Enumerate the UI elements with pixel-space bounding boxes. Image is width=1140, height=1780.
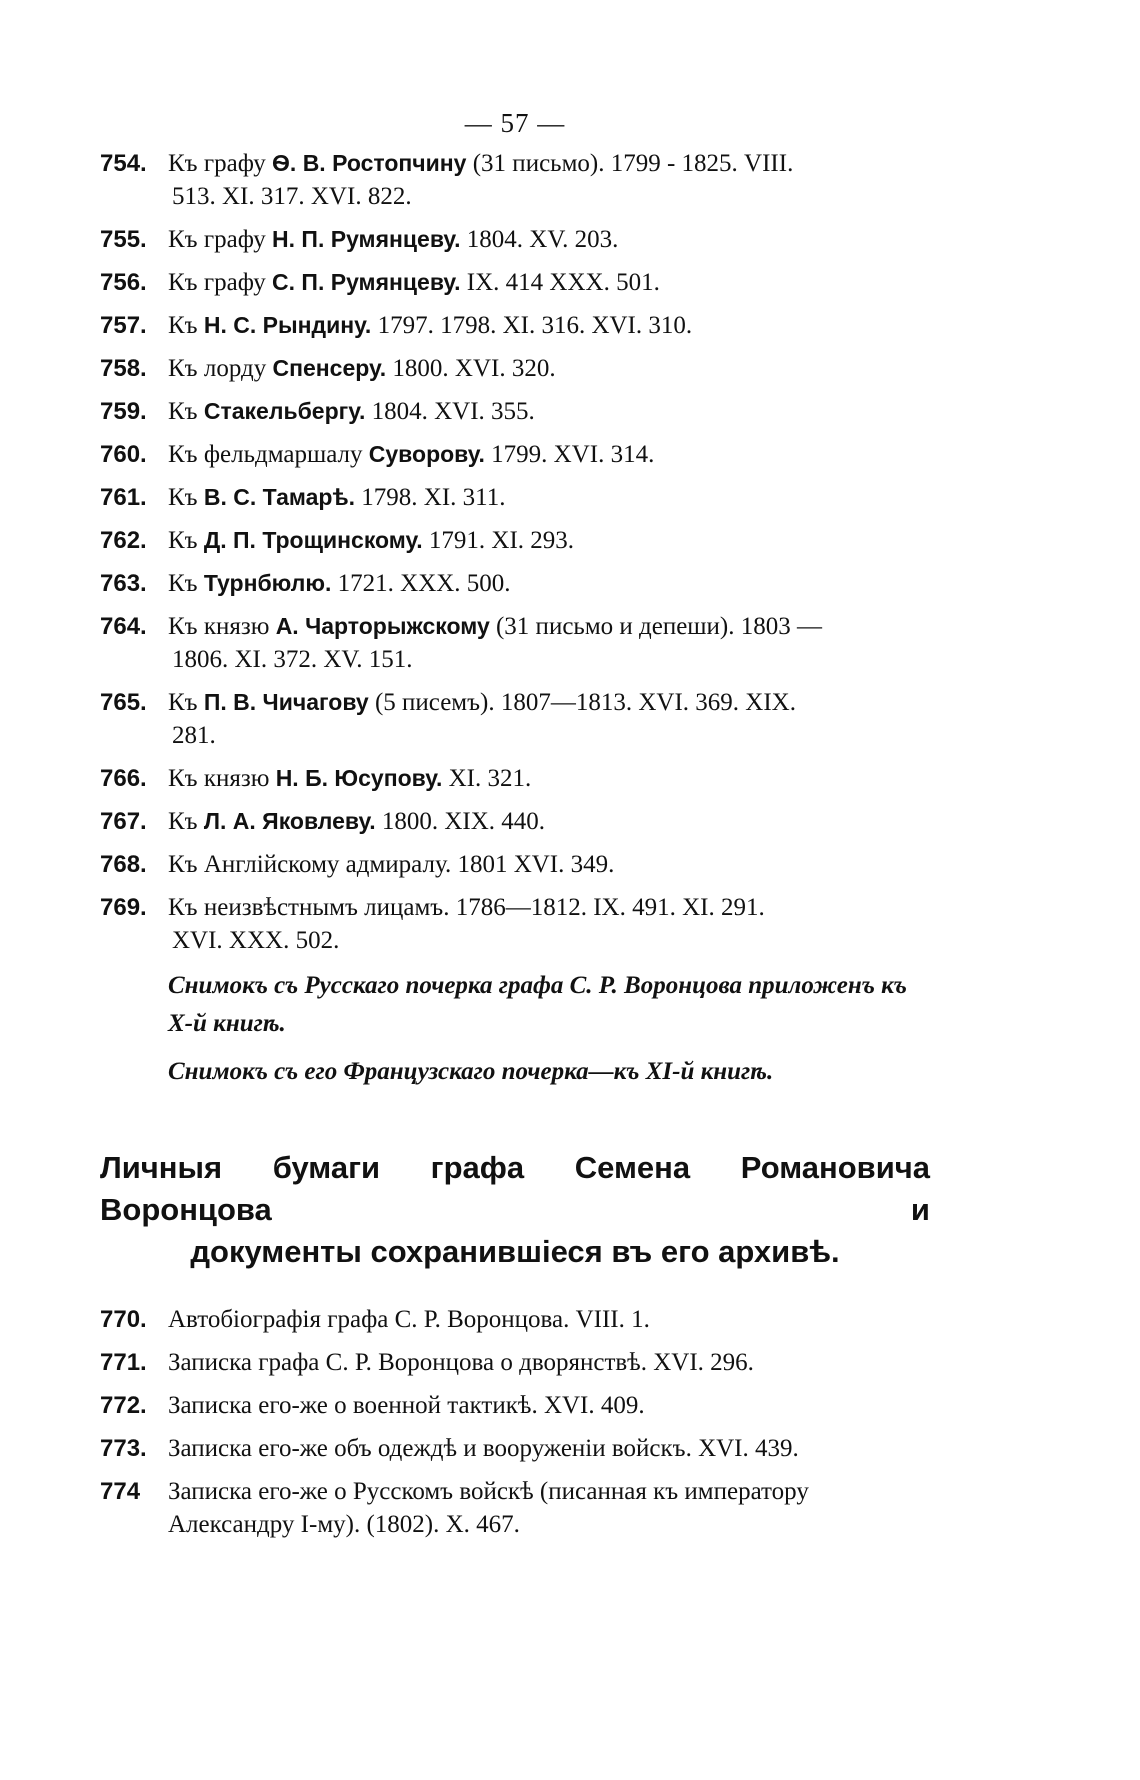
entry-details: XI. 321. bbox=[448, 765, 532, 792]
entry-continuation: XVI. XXX. 502. bbox=[172, 927, 340, 954]
entry-addressee: Л. А. Яковлеву. bbox=[203, 808, 376, 834]
entry-addressee: Д. П. Трощинскому. bbox=[203, 527, 423, 553]
entry-continuation: 281. bbox=[172, 722, 216, 749]
entry-prefix: Къ фельдмаршалу bbox=[168, 441, 363, 468]
list-item bbox=[100, 524, 930, 557]
list-item bbox=[100, 266, 930, 299]
entry-details: IX. 414 XXX. 501. bbox=[466, 269, 660, 296]
entry-details: 1801 XVI. 349. bbox=[457, 851, 615, 878]
list-item bbox=[100, 1432, 930, 1465]
entry-addressee: Ѳ. В. Ростопчину bbox=[272, 150, 467, 176]
page-number: — 57 — bbox=[464, 108, 566, 138]
list-item bbox=[100, 567, 930, 600]
entry-details: 1800. XIX. 440. bbox=[381, 808, 546, 835]
entry-details: 1800. XVI. 320. bbox=[392, 355, 556, 382]
entry-text: Записка его-же объ одеждѣ и вооруженіи войскъ. XVI. 439. bbox=[168, 1435, 799, 1462]
note-russian-handwriting: Снимокъ съ Русскаго почерка графа С. Р. Воронцова приложенъ къ X-й книгѣ. bbox=[168, 972, 907, 1037]
entry-text: Записка его-же о военной тактикѣ. XVI. 409. bbox=[168, 1392, 645, 1419]
entry-addressee: Н. С. Рындину. bbox=[203, 312, 372, 338]
list-item bbox=[100, 352, 930, 385]
entry-addressee: Турнбюлю. bbox=[203, 570, 332, 596]
list-item bbox=[100, 395, 930, 428]
entry-number: 757. bbox=[100, 312, 147, 339]
entry-addressee: Стакельбергу. bbox=[203, 398, 366, 424]
section-title-line-2: документы сохранившіеся въ его архивѣ. bbox=[190, 1234, 840, 1269]
entry-number: 755. bbox=[100, 226, 147, 253]
entry-number: 762. bbox=[100, 527, 147, 554]
entry-prefix: Къ неизвѣстнымъ лицамъ. bbox=[168, 894, 450, 921]
entry-text: Автобіографія графа С. Р. Воронцова. VIII. 1. bbox=[168, 1306, 650, 1333]
list-item bbox=[100, 686, 930, 752]
entry-details: 1797. 1798. XI. 316. XVI. 310. bbox=[377, 312, 693, 339]
list-item bbox=[100, 805, 930, 838]
entry-prefix: Къ князю bbox=[168, 765, 270, 792]
entry-number: 758. bbox=[100, 355, 147, 382]
entry-number: 765. bbox=[100, 689, 147, 716]
letters-list bbox=[100, 147, 930, 957]
entry-number: 766. bbox=[100, 765, 147, 792]
entry-details: 1786—1812. IX. 491. XI. 291. bbox=[455, 894, 765, 921]
entry-prefix: Къ bbox=[168, 808, 198, 835]
list-item bbox=[100, 309, 930, 342]
entry-details: (31 письмо). 1799 - 1825. VIII. bbox=[472, 150, 794, 177]
entry-number: 759. bbox=[100, 398, 147, 425]
section-title-line-1: Личныя бумаги графа Семена Романовича Воронцова и bbox=[100, 1150, 930, 1227]
entry-prefix: Къ графу bbox=[168, 226, 266, 253]
list-item bbox=[100, 891, 930, 957]
list-item bbox=[100, 610, 930, 676]
entry-prefix: Къ bbox=[168, 689, 198, 716]
entry-number: 760. bbox=[100, 441, 147, 468]
entry-addressee: Н. П. Румянцеву. bbox=[272, 226, 461, 252]
list-item bbox=[100, 147, 930, 213]
entry-number: 756. bbox=[100, 269, 147, 296]
entry-addressee: Спенсеру. bbox=[272, 355, 387, 381]
list-item bbox=[100, 1303, 930, 1336]
list-item bbox=[100, 848, 930, 881]
entry-number: 761. bbox=[100, 484, 147, 511]
entry-prefix: Къ bbox=[168, 570, 198, 597]
list-item bbox=[100, 223, 930, 256]
entry-details: 1721. XXX. 500. bbox=[337, 570, 511, 597]
list-item bbox=[100, 1389, 930, 1422]
entry-number: 772. bbox=[100, 1392, 147, 1419]
list-item bbox=[100, 438, 930, 471]
entry-text: Записка его-же о Русскомъ войскѣ (писанная къ императору Александру I-му). (1802). X. 467. bbox=[168, 1478, 809, 1538]
entry-number: 770. bbox=[100, 1306, 147, 1333]
entry-details: 1804. XV. 203. bbox=[466, 226, 619, 253]
entry-addressee: Суворову. bbox=[368, 441, 485, 467]
entry-addressee: В. С. Тамарѣ. bbox=[203, 484, 356, 510]
entry-number: 773. bbox=[100, 1435, 147, 1462]
entry-prefix: Къ Англійскому адмиралу. bbox=[168, 851, 452, 878]
entry-prefix: Къ графу bbox=[168, 150, 266, 177]
entry-number: 768. bbox=[100, 851, 147, 878]
entry-number: 767. bbox=[100, 808, 147, 835]
entry-details: 1798. XI. 311. bbox=[361, 484, 506, 511]
entry-prefix: Къ князю bbox=[168, 613, 270, 640]
entry-prefix: Къ графу bbox=[168, 269, 266, 296]
entry-prefix: Къ bbox=[168, 312, 198, 339]
list-item bbox=[100, 1475, 930, 1541]
entry-details: (5 писемъ). 1807—1813. XVI. 369. XIX. bbox=[374, 689, 796, 716]
entry-details: 1804. XVI. 355. bbox=[371, 398, 535, 425]
section-title bbox=[100, 1147, 930, 1273]
entry-number: 764. bbox=[100, 613, 147, 640]
entry-number: 769. bbox=[100, 894, 147, 921]
entry-addressee: Н. Б. Юсупову. bbox=[275, 765, 443, 791]
entry-number: 771. bbox=[100, 1349, 147, 1376]
entry-prefix: Къ bbox=[168, 527, 198, 554]
entry-prefix: Къ bbox=[168, 398, 198, 425]
page bbox=[100, 108, 930, 1551]
entry-text: Записка графа С. Р. Воронцова о дворянствѣ. XVI. 296. bbox=[168, 1349, 754, 1376]
entry-addressee: С. П. Румянцеву. bbox=[272, 269, 461, 295]
entry-details: 1791. XI. 293. bbox=[428, 527, 575, 554]
entry-details: (31 письмо и депеши). 1803 — bbox=[495, 613, 823, 640]
entry-details: 1799. XVI. 314. bbox=[491, 441, 655, 468]
entry-prefix: Къ bbox=[168, 484, 198, 511]
entry-addressee: П. В. Чичагову bbox=[203, 689, 369, 715]
list-item bbox=[100, 481, 930, 514]
papers-list bbox=[100, 1303, 930, 1541]
entry-continuation: 1806. XI. 372. XV. 151. bbox=[172, 646, 413, 673]
list-item bbox=[100, 1346, 930, 1379]
list-item bbox=[100, 762, 930, 795]
entry-number: 774 bbox=[100, 1478, 141, 1505]
entry-addressee: А. Чарторыжскому bbox=[275, 613, 490, 639]
entry-prefix: Къ лорду bbox=[168, 355, 267, 382]
entry-number: 763. bbox=[100, 570, 147, 597]
entry-continuation: 513. XI. 317. XVI. 822. bbox=[172, 183, 412, 210]
entry-number: 754. bbox=[100, 150, 147, 177]
note-french-handwriting: Снимокъ съ его Французскаго почерка—къ XI-й книгѣ. bbox=[168, 1058, 774, 1085]
